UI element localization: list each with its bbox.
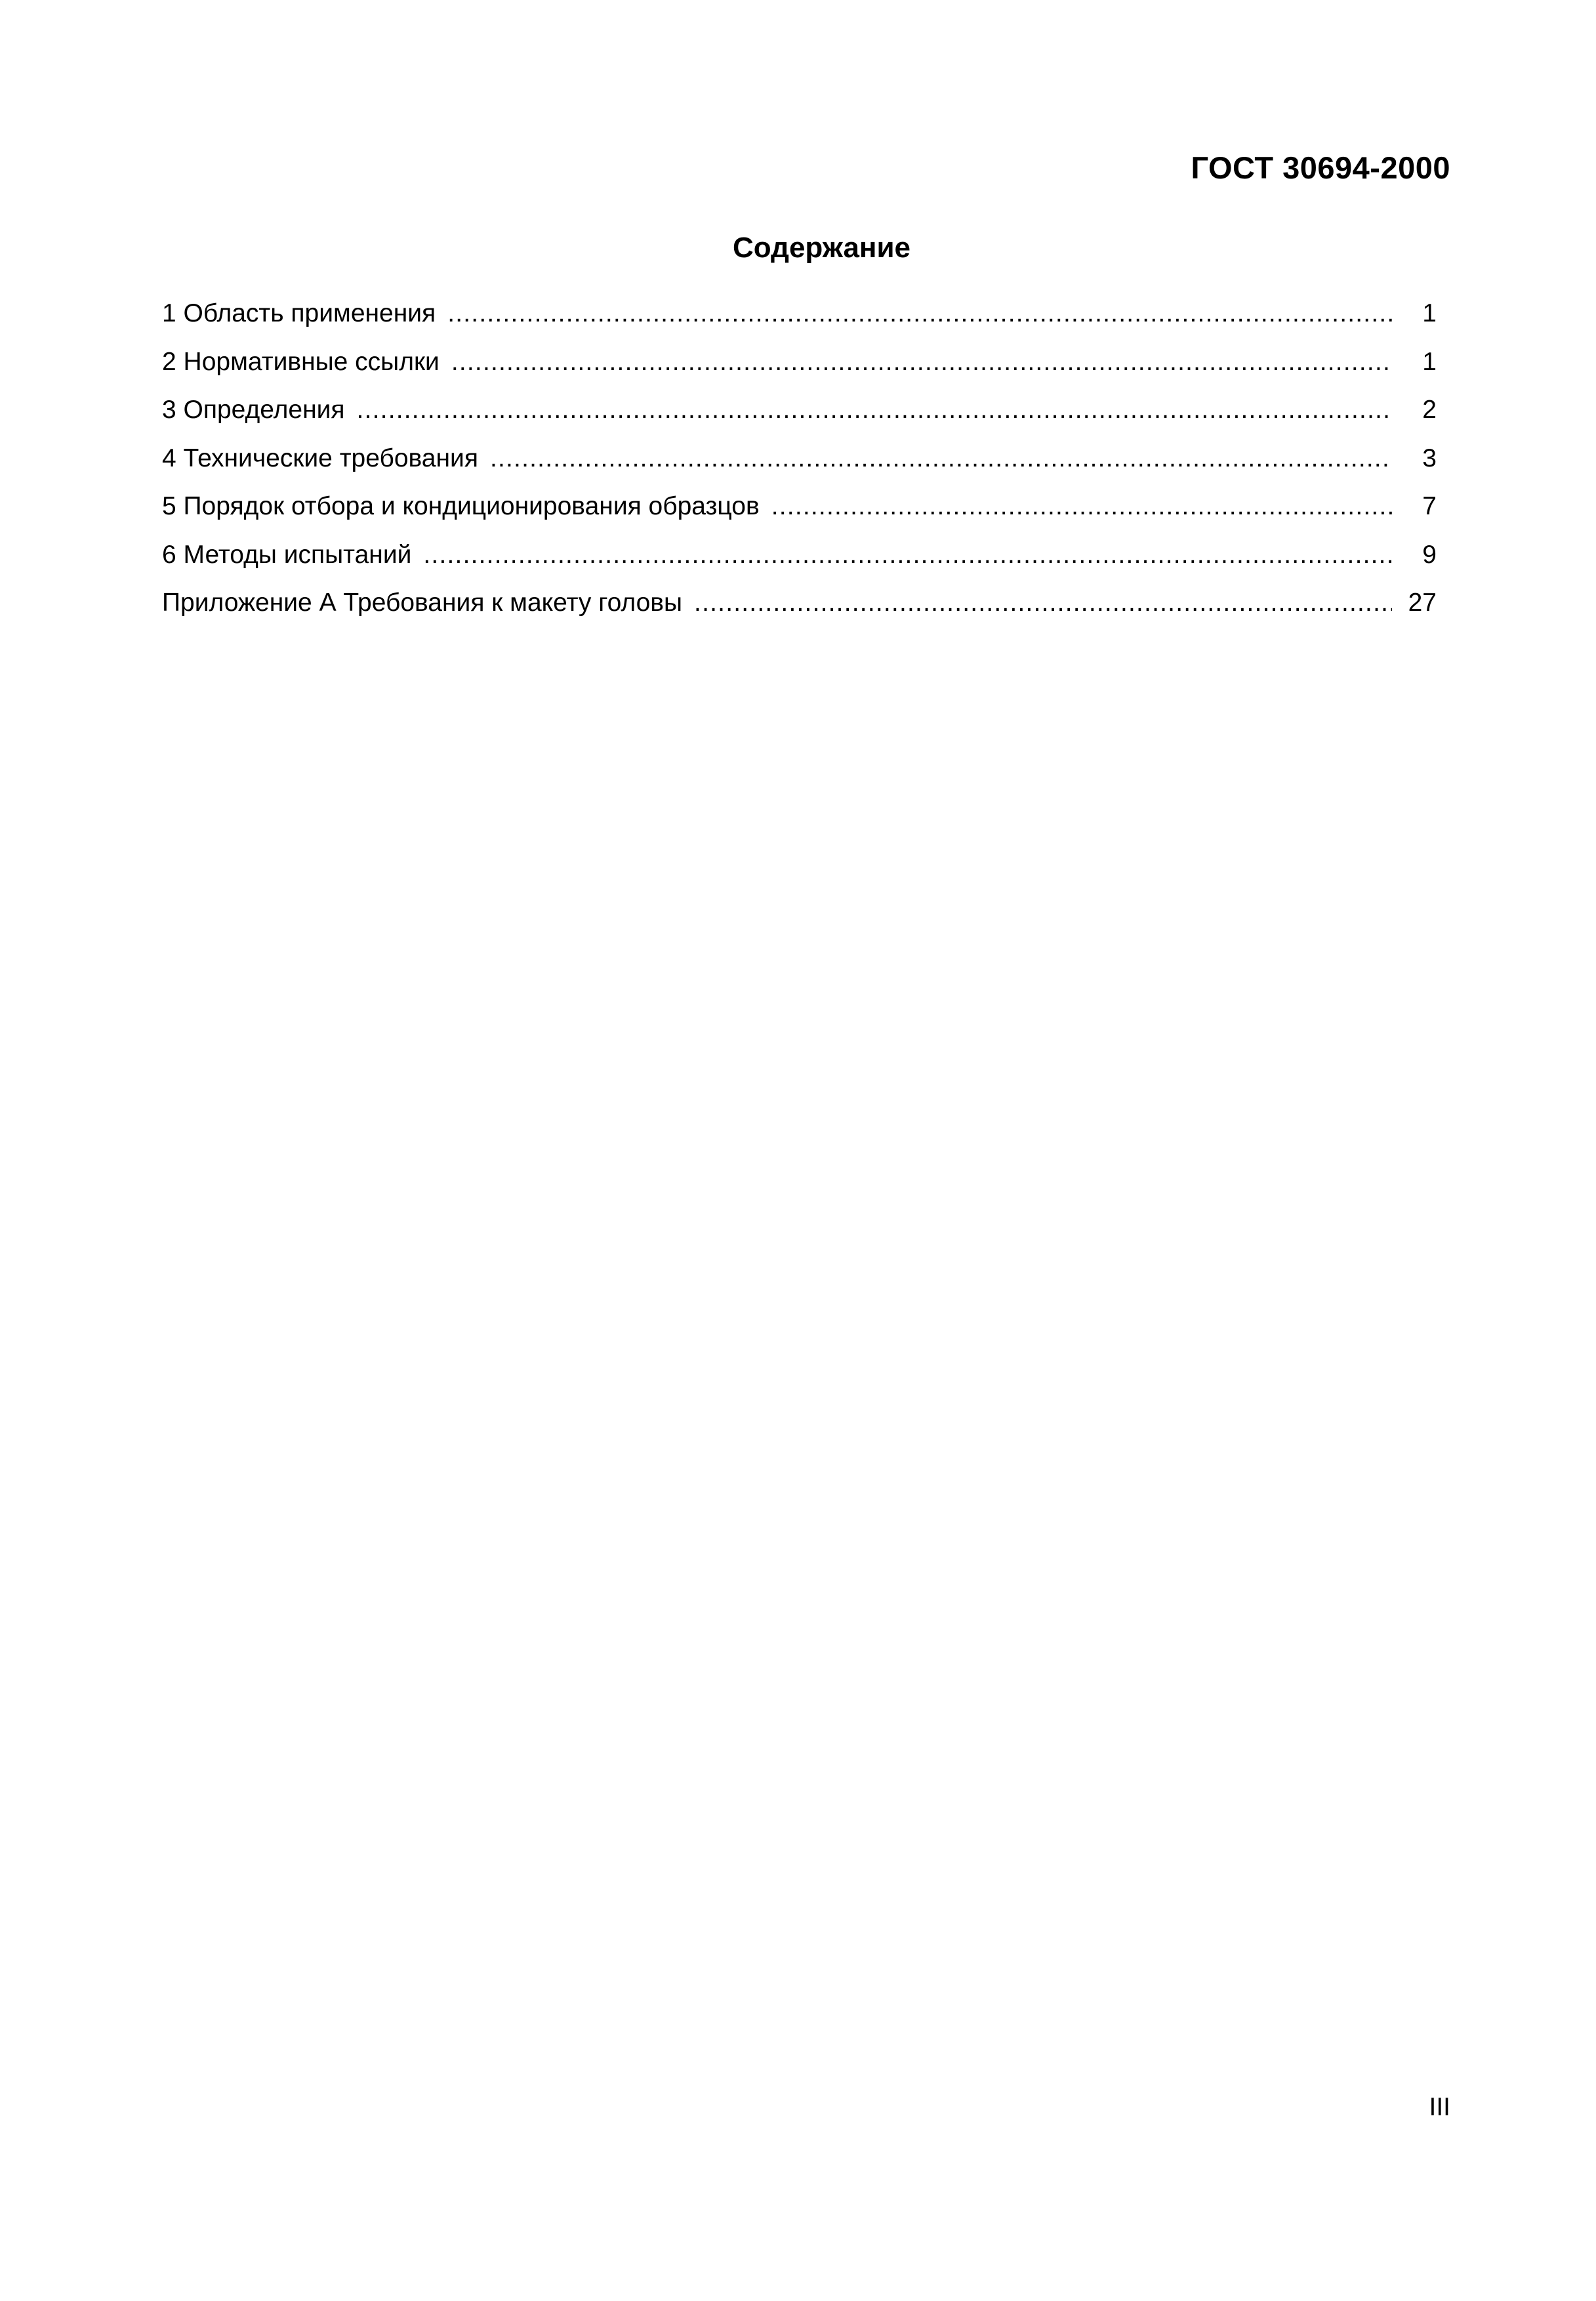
toc-leader-dots xyxy=(451,349,1392,375)
toc-item-label: 2 Нормативные ссылки xyxy=(162,347,440,376)
toc-item-page: 1 xyxy=(1422,299,1437,327)
toc-item-page: 2 xyxy=(1422,396,1437,424)
table-of-contents xyxy=(162,301,1437,638)
toc-item-label: 1 Область применения xyxy=(162,299,436,327)
toc-item-label: 4 Технические требования xyxy=(162,444,478,472)
toc-item-page: 1 xyxy=(1422,347,1437,376)
toc-item xyxy=(162,397,1437,446)
toc-leader-dots xyxy=(423,542,1392,568)
toc-leader-dots xyxy=(694,590,1392,615)
toc-item xyxy=(162,349,1437,398)
toc-item-label: 3 Определения xyxy=(162,396,345,424)
document-code: ГОСТ 30694-2000 xyxy=(1191,150,1450,185)
toc-leader-dots xyxy=(447,301,1392,326)
toc-item xyxy=(162,542,1437,591)
toc-item-page: 27 xyxy=(1408,589,1437,617)
toc-item xyxy=(162,301,1437,349)
toc-item xyxy=(162,446,1437,494)
toc-item-page: 9 xyxy=(1422,540,1437,569)
toc-item-label: 6 Методы испытаний xyxy=(162,540,412,569)
toc-leader-dots xyxy=(771,493,1392,519)
toc-item xyxy=(162,590,1437,638)
toc-item-page: 7 xyxy=(1422,492,1437,520)
toc-item-page: 3 xyxy=(1422,444,1437,472)
toc-title: Содержание xyxy=(732,232,911,264)
toc-leader-dots xyxy=(357,397,1392,423)
toc-item-label: 5 Порядок отбора и кондиционирования образцов xyxy=(162,492,760,520)
page-number: III xyxy=(1429,2093,1450,2121)
toc-leader-dots xyxy=(490,446,1392,471)
toc-item-label: Приложение А Требования к макету головы xyxy=(162,589,683,617)
toc-item xyxy=(162,493,1437,542)
